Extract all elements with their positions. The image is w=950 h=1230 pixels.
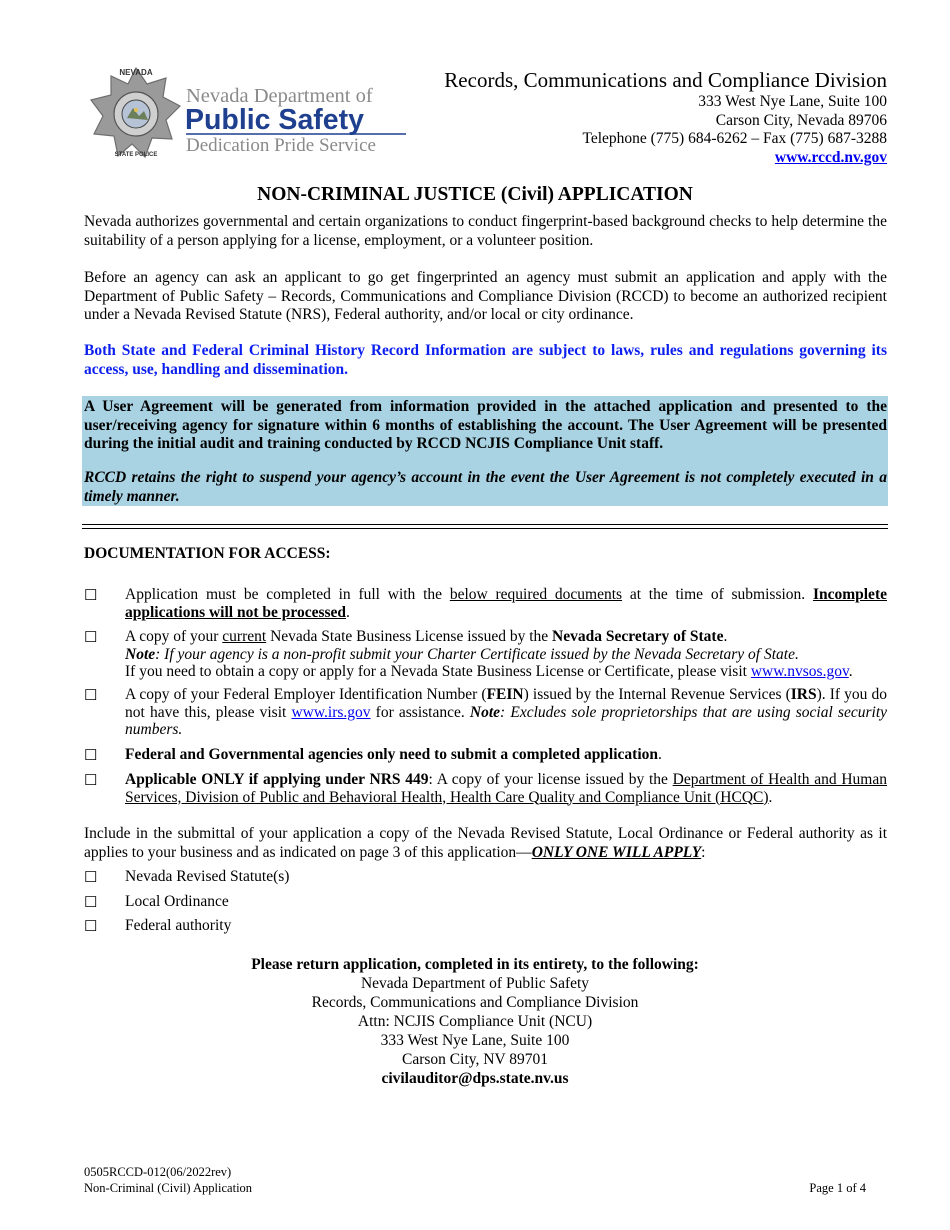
user-agreement-notice [82,396,888,506]
authority-option-federal: Federal authority [125,917,232,934]
include-paragraph: Include in the submittal of your application a copy of the Nevada Revised Statute, Local Ordinance or Federal authority as it applies to your business and as indicated on page 3 of this application—ONLY ONE WILL APPLY: [84,825,887,861]
checkbox[interactable]: ☐ [84,688,98,704]
divider [82,528,888,529]
intro-paragraph-2: Before an agency can ask an applicant to go get fingerprinted an agency must submit an application and apply with the Department of Public Safety – Records, Communications and Compliance Division (RCCD) to become an authorized recipient under a Nevada Revised Statute (NRS), Federal authority, and/or local or city ordinance. [84,269,887,323]
requirement-item-3: A copy of your Federal Employer Identification Number (FEIN) issued by the Internal Revenue Services (IRS). If you do not have this, please visit www.irs.gov for assistance. Note: Excludes sole proprietorships that are using social security numbers. [125,686,888,738]
checkbox[interactable]: ☐ [84,919,98,935]
checkbox[interactable]: ☐ [84,773,98,789]
requirement-item-1: Application must be completed in full with the below required documents at the time of submission. Incomplete applications will not be processed. [125,586,887,621]
authority-option-nrs: Nevada Revised Statute(s) [125,868,290,885]
irs-link[interactable]: www.irs.gov [291,703,371,721]
header-phone: Telephone (775) 684-6262 – Fax (775) 687-3288 [582,130,887,147]
return-heading: Please return application, completed in its entirety, to the following: [251,956,699,973]
return-line: Records, Communications and Compliance Division [311,994,639,1011]
return-address-block [0,955,950,1088]
authority-option-local: Local Ordinance [125,893,229,910]
page-number: Page 1 of 4 [809,1181,866,1195]
return-line: Attn: NCJIS Compliance Unit (NCU) [357,1013,593,1030]
logo-line-1: Nevada Department of [186,85,373,107]
badge-bottom-text: STATE POLICE [114,152,158,158]
intro-paragraph-1: Nevada authorizes governmental and certain organizations to conduct fingerprint-based background checks to help determine the suitability of a person applying for a license, employment, or a volunteer position. [84,213,887,249]
form-number: 0505RCCD-012(06/2022rev) [84,1165,232,1179]
checkbox[interactable]: ☐ [84,895,98,911]
nvsos-link[interactable]: www.nvsos.gov [750,663,849,680]
page-title: NON-CRIMINAL JUSTICE (Civil) APPLICATION [257,184,693,205]
logo-line-3: Dedication Pride Service [186,135,376,156]
requirement-item-5: Applicable ONLY if applying under NRS 449: A copy of your license issued by the Department of Health and Human Services, Division of Public and Behavioral Health, Health Care Quality and Compliance Unit (HCQC). [125,771,887,806]
return-line: Nevada Department of Public Safety [360,975,590,992]
return-line: 333 West Nye Lane, Suite 100 [380,1032,570,1049]
checkbox[interactable]: ☐ [84,870,98,886]
header-website-wrap [775,149,887,167]
blue-notice: Both State and Federal Criminal History Record Information are subject to laws, rules and regulations governing its access, use, handling and dissemination. [84,342,887,378]
return-line: Carson City, NV 89701 [402,1051,548,1068]
notice-paragraph-1: A User Agreement will be generated from information provided in the attached application and presented to the user/receiving agency for signature within 6 months of establishing the account. The User Agreement will be presented during the initial audit and training conducted by RCCD NCJIS Compliance Unit staff. [84,398,887,452]
form-name: Non-Criminal (Civil) Application [84,1181,253,1195]
return-email: civilauditor@dps.state.nv.us [381,1070,569,1087]
logo-line-2: Public Safety [185,104,364,136]
footer-form-info [84,1164,252,1196]
state-police-badge-icon [88,66,406,162]
notice-paragraph-2: RCCD retains the right to suspend your agency’s account in the event the User Agreement is not completely executed in a timely manner. [84,469,887,505]
documentation-heading: DOCUMENTATION FOR ACCESS: [84,545,331,562]
checkbox[interactable]: ☐ [84,588,98,604]
checkbox[interactable]: ☐ [84,748,98,764]
badge-top-text: NEVADA [119,68,153,77]
division-name: Records, Communications and Compliance Division [444,68,887,92]
divider [82,524,888,525]
header-address-1: 333 West Nye Lane, Suite 100 [698,93,887,110]
header-address-2: Carson City, Nevada 89706 [715,112,887,129]
dps-logo [88,66,406,162]
requirement-item-4: Federal and Governmental agencies only need to submit a completed application. [125,746,662,763]
requirement-item-2: A copy of your current Nevada State Business License issued by the Nevada Secretary of State. Note: If your agency is a non-profit submit your Charter Certificate issued by the Nevada Secretary of State. If you need to obtain a copy or apply for a Nevada State Business License or Certificate, please visit www.nvsos.gov. [125,628,853,680]
website-link[interactable]: www.rccd.nv.gov [774,149,887,166]
checkbox[interactable]: ☐ [84,630,98,646]
